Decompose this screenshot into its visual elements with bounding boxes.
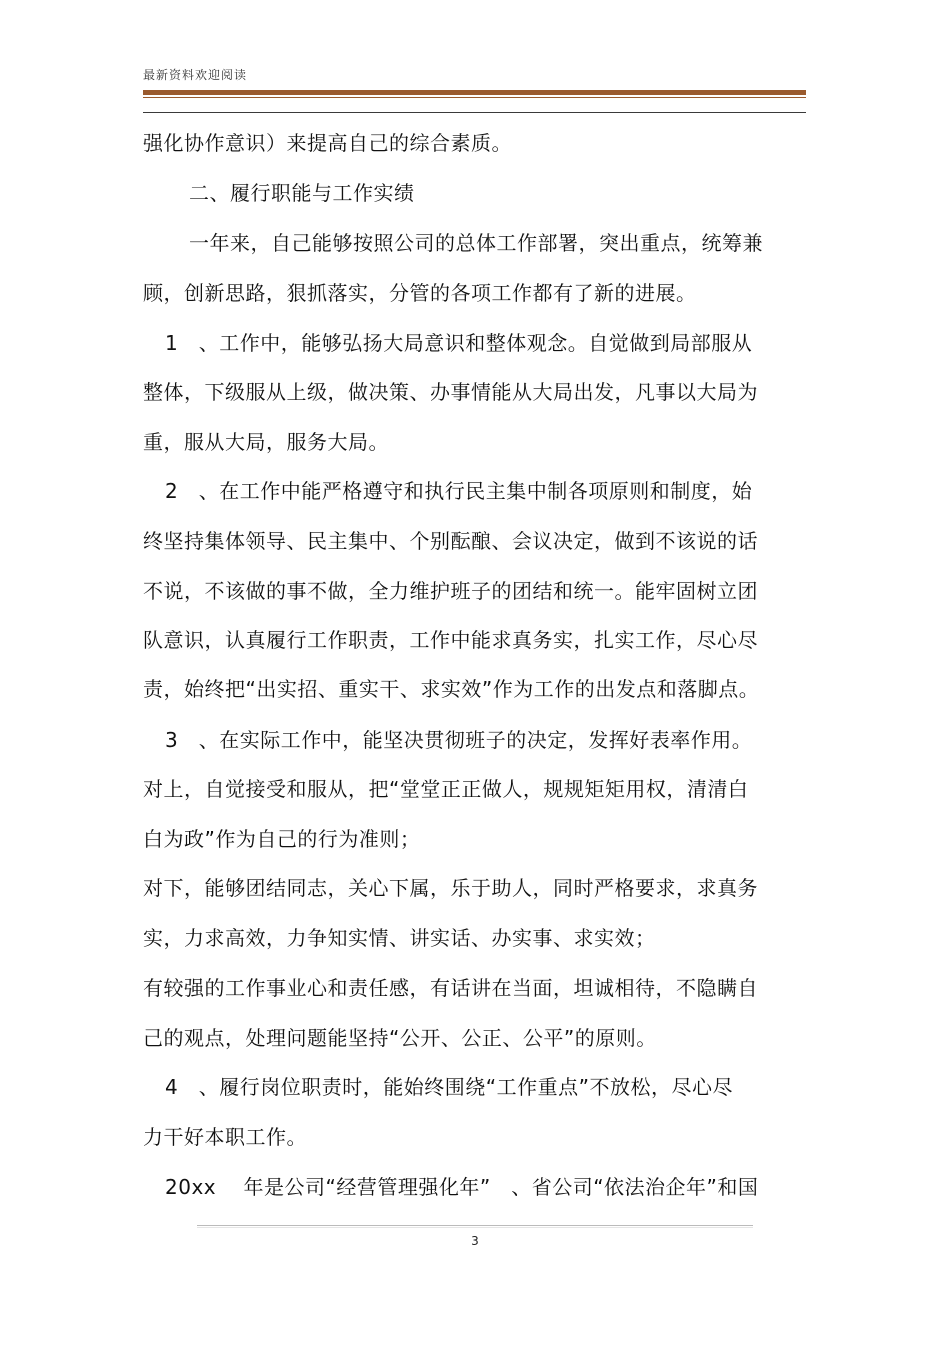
paragraph-line: 一年来，自己能够按照公司的总体工作部署，突出重点，统筹兼 <box>189 231 763 255</box>
paragraph-line: 不说，不该做的事不做，全力维护班子的团结和统一。能牢固树立团 <box>143 579 758 603</box>
paragraph-line: 有较强的工作事业心和责任感，有话讲在当面，坦诚相待，不隐瞒自 <box>143 976 758 1000</box>
paragraph-line: 实，力求高效，力争知实情、讲实话、办实事、求实效； <box>143 926 656 950</box>
paragraph-line: 2 、在工作中能严格遵守和执行民主集中制各项原则和制度，始 <box>165 479 753 503</box>
paragraph-line: 整体，下级服从上级，做决策、办事情能从大局出发，凡事以大局为 <box>143 380 758 404</box>
paragraph-line: 3 、在实际工作中，能坚决贯彻班子的决定，发挥好表率作用。 <box>165 728 753 752</box>
paragraph-line: 20xx 年是公司“经营管理强化年” 、省公司“依法治企年”和国 <box>165 1175 759 1199</box>
header-title: 最新资料欢迎阅读 <box>143 68 248 82</box>
paragraph-line: 顾，创新思路，狠抓落实，分管的各项工作都有了新的进展。 <box>143 281 697 305</box>
paragraph-line: 1 、工作中，能够弘扬大局意识和整体观念。自觉做到局部服从 <box>165 331 753 355</box>
paragraph-line: 强化协作意识）来提高自己的综合素质。 <box>143 131 512 155</box>
paragraph-line: 对上，自觉接受和服从，把“堂堂正正做人，规规矩矩用权，清清白 <box>143 777 749 801</box>
paragraph-line: 4 、履行岗位职责时，能始终围绕“工作重点”不放松，尽心尽 <box>165 1075 733 1099</box>
paragraph-line: 己的观点，处理问题能坚持“公开、公正、公平”的原则。 <box>143 1026 657 1050</box>
paragraph-line: 责，始终把“出实招、重实干、求实效”作为工作的出发点和落脚点。 <box>143 677 760 701</box>
header-rule-line <box>143 112 806 113</box>
paragraph-line: 力干好本职工作。 <box>143 1125 307 1149</box>
footer-rule <box>197 1225 753 1226</box>
paragraph-line: 队意识，认真履行工作职责，工作中能求真务实，扎实工作，尽心尽 <box>143 628 758 652</box>
paragraph-line: 对下，能够团结同志，关心下属，乐于助人，同时严格要求，求真务 <box>143 876 758 900</box>
header-rule-thick <box>143 90 806 95</box>
header-rule-thin <box>143 97 806 98</box>
paragraph-line: 重，服从大局，服务大局。 <box>143 430 389 454</box>
paragraph-line: 终坚持集体领导、民主集中、个别酝酿、会议决定，做到不该说的话 <box>143 529 758 553</box>
page-number: 3 <box>471 1234 479 1248</box>
footer-rule-shadow <box>197 1227 753 1228</box>
section-heading: 二、履行职能与工作实绩 <box>189 181 415 205</box>
paragraph-line: 白为政”作为自己的行为准则； <box>143 827 421 851</box>
